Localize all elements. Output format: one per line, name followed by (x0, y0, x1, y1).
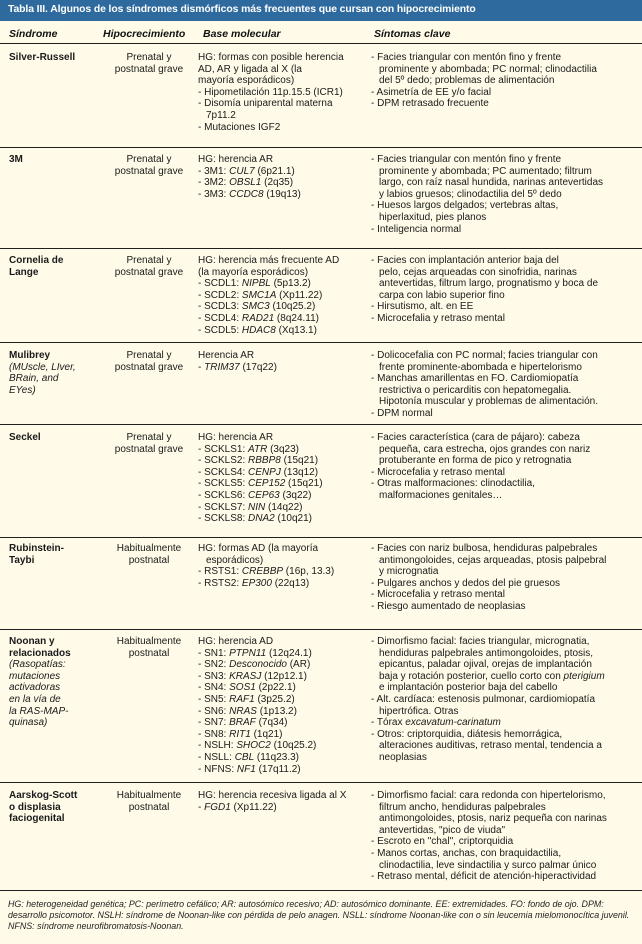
syndrome-name-cell (9, 350, 99, 396)
molecular-line (198, 566, 366, 578)
molecular-line-gene: OBSL1 (229, 177, 262, 189)
symptoms-cell (371, 432, 637, 502)
molecular-line: esporádicos) (206, 554, 264, 566)
molecular-line-prefix: - SCKLS5: (198, 478, 249, 490)
row-divider (0, 629, 642, 630)
molecular-line (198, 752, 366, 764)
molecular-line-locus: (12q24.1) (266, 647, 312, 659)
molecular-line (198, 177, 366, 189)
molecular-line-locus: (11q23.3) (254, 751, 299, 763)
molecular-line (198, 362, 366, 374)
symptom-line-prefix: baja y rotación posterior, cuello corto con (379, 670, 564, 682)
symptom-line: - Inteligencia normal (371, 223, 462, 235)
symptom-line: frente prominente-abombada e hipertelorismo (379, 361, 582, 373)
molecular-line-prefix: - SCKLS1: (198, 443, 249, 455)
molecular-line (198, 740, 366, 752)
symptom-line: pequeña, cara estrecha, ojos grandes con nariz (379, 443, 591, 455)
symptom-line: largo, con raíz nasal hundida, narinas antevertidas (379, 177, 604, 189)
syndrome-name: Mulibrey (9, 350, 51, 361)
growth-cell (103, 350, 195, 373)
molecular-line-prefix: - SN8: (198, 728, 230, 740)
molecular-line-locus: (16p, 13.3) (283, 566, 335, 578)
molecular-line-prefix: - NSLL: (198, 751, 235, 763)
symptom-line: - Riesgo aumentado de neoplasias (371, 600, 526, 612)
symptom-line-gene: excavatum-carinatum (405, 717, 501, 729)
header-sintomas-clave: Síntomas clave (374, 28, 451, 40)
molecular-cell (198, 255, 366, 336)
molecular-line-locus: (10q25.2) (270, 740, 317, 752)
syndrome-subtitle: en la vía de (9, 693, 61, 705)
molecular-line (198, 706, 366, 718)
molecular-line: HG: herencia AR (198, 432, 274, 443)
syndrome-name: Rubinstein- (9, 543, 64, 554)
molecular-line-gene: BRAF (229, 717, 256, 729)
symptom-line: - Retraso mental, déficit de atención-hiperactividad (371, 871, 597, 883)
molecular-line-prefix: - (198, 361, 205, 373)
symptom-line: - DPM retrasado frecuente (371, 98, 489, 110)
molecular-line-gene: RAD21 (241, 312, 275, 324)
molecular-line: HG: formas con posible herencia (198, 52, 344, 63)
molecular-line-gene: CEP152 (248, 478, 286, 490)
symptom-line-gene: pterigium (563, 670, 605, 682)
symptom-line (371, 717, 637, 729)
symptom-line: hendiduras palpebrales antimongoloides, ptosis, (379, 647, 594, 659)
molecular-line: HG: herencia recesiva ligada al X (198, 790, 347, 801)
syndrome-name: Taybi (9, 554, 35, 566)
molecular-line (198, 671, 366, 683)
growth-cell (103, 52, 195, 75)
molecular-line (198, 278, 366, 290)
molecular-line-prefix: - 3M1: (198, 165, 230, 177)
molecular-line-locus: (3p25.2) (254, 693, 295, 705)
molecular-line-locus: (22q13) (271, 577, 310, 589)
molecular-line: 7p11.2 (206, 109, 236, 121)
symptom-line: - Otras malformaciones: clinodactilia, (371, 478, 535, 490)
growth-text: postnatal (128, 801, 170, 813)
symptom-line: - Alt. cardíaca: estenosis pulmonar, cardiomiopatía (371, 693, 596, 705)
molecular-line-gene: RAF1 (229, 693, 255, 705)
molecular-line-gene: DNA2 (248, 513, 275, 525)
molecular-line-gene: SMC1A (241, 289, 277, 301)
molecular-line (198, 444, 366, 456)
molecular-line-prefix: - SCDL3: (198, 301, 242, 313)
symptom-line: antimongoloides, cejas arqueadas, ptosis palpebral (379, 554, 607, 566)
molecular-line (198, 301, 366, 313)
molecular-line (198, 455, 366, 467)
symptom-line-prefix: - Tórax (371, 717, 406, 729)
molecular-line-prefix: - RSTS1: (198, 566, 242, 578)
syndrome-name-cell (9, 636, 99, 729)
syndrome-name: relacionados (9, 647, 71, 659)
molecular-line-prefix: - NFNS: (198, 763, 237, 775)
symptom-line: - Hirsutismo, alt. en EE (371, 301, 474, 313)
molecular-line-gene: NIN (248, 501, 266, 513)
symptom-line: alteraciones auditivas, retraso mental, tendencia a (379, 740, 602, 752)
molecular-line (198, 764, 366, 776)
symptom-line: - Manchas amarillentas en FO. Cardiomiopatía (371, 373, 579, 385)
growth-text: Prenatal y (126, 350, 172, 361)
molecular-line: - Mutaciones IGF2 (198, 121, 281, 133)
symptom-line: - Dimorfismo facial: cara redonda con hipertelorismo, (371, 790, 606, 801)
symptom-line: - Dimorfismo facial: facies triangular, micrognatia, (371, 636, 590, 647)
molecular-line-gene: CCDC8 (229, 188, 264, 200)
molecular-line-locus: (15q21) (285, 478, 323, 490)
symptom-line: prominente y abombada; PC normal; clinodactilia (379, 63, 597, 75)
symptom-line: - Microcefalia y retraso mental (371, 466, 505, 478)
molecular-line-locus: (12p12.1) (261, 670, 307, 682)
molecular-line-gene: CBL (234, 751, 255, 763)
molecular-line-locus: (10q21) (274, 513, 312, 525)
molecular-line-gene: SOS1 (229, 682, 256, 694)
growth-text: postnatal grave (114, 266, 184, 278)
molecular-line-gene: KRASJ (229, 670, 262, 682)
symptom-line: y micrognatia (379, 566, 439, 578)
syndrome-name: Cornelia de (9, 255, 64, 266)
syndrome-subtitle: (MUscle, LIver, (9, 361, 76, 373)
growth-cell (103, 432, 195, 455)
molecular-line-locus: (17q11.2) (255, 763, 301, 775)
molecular-line-prefix: - 3M2: (198, 177, 230, 189)
syndrome-subtitle: activadoras (9, 682, 61, 694)
molecular-line-locus: (6p21.1) (254, 165, 295, 177)
syndrome-subtitle: EYes) (9, 384, 36, 396)
symptom-line: - Facies con implantación anterior baja del (371, 255, 559, 266)
symptom-line: hipertrófica. Otras (379, 705, 459, 717)
growth-text: Prenatal y (126, 154, 172, 165)
molecular-line: HG: herencia más frecuente AD (198, 255, 340, 266)
molecular-cell (198, 636, 366, 775)
symptom-line: clinodactilia, leve sindactilia y surco palmar único (379, 859, 597, 871)
molecular-line: HG: herencia AD (198, 636, 274, 647)
symptom-line: carpa con labio superior fino (379, 289, 505, 301)
growth-text: Prenatal y (126, 52, 172, 63)
symptom-line: filtrum ancho, hendiduras palpebrales (379, 801, 546, 813)
molecular-line-gene: NF1 (236, 763, 256, 775)
molecular-line: mayoría esporádicos) (198, 75, 295, 87)
molecular-line-gene: TRIM37 (204, 361, 240, 373)
growth-text: Habitualmente (116, 543, 182, 554)
growth-text: postnatal (128, 647, 170, 659)
molecular-line-prefix: - 3M3: (198, 188, 230, 200)
molecular-line-prefix: - SCDL1: (198, 278, 242, 290)
symptom-line: neoplasias (379, 751, 427, 763)
symptom-line: - DPM normal (371, 407, 433, 419)
molecular-line: AD, AR y ligada al X (la (198, 63, 302, 75)
syndrome-name: Aarskog-Scott (9, 790, 78, 801)
symptom-line: antevertidas, filtrum largo, prognatismo y boca de (379, 278, 598, 290)
molecular-line-locus: (Xp11.22) (276, 289, 323, 301)
syndrome-name-cell (9, 790, 99, 825)
symptoms-cell (371, 52, 637, 110)
molecular-line: (la mayoría esporádicos) (198, 266, 309, 278)
molecular-line-locus: (5p13.2) (270, 278, 311, 290)
molecular-line-locus: (10q25.2) (269, 301, 316, 313)
molecular-line (198, 467, 366, 479)
molecular-line-gene: SMC3 (241, 301, 270, 313)
molecular-line (198, 659, 366, 671)
symptom-line: hiperlaxitud, pies planos (379, 211, 487, 223)
symptom-line: - Manos cortas, anchas, con braquidactilia, (371, 847, 562, 859)
molecular-cell (198, 790, 366, 813)
molecular-line (198, 694, 366, 706)
symptom-line: y labios gruesos; clinodactilia del 5º dedo (379, 188, 562, 200)
molecular-line: HG: formas AD (la mayoría (198, 543, 319, 554)
molecular-line-gene: SHOC2 (236, 740, 271, 752)
symptom-line: - Facies triangular con mentón fino y frente (371, 52, 562, 63)
symptom-line: - Escroto en "chal", criptorquidia (371, 836, 514, 848)
molecular-line-locus: (19q13) (263, 188, 301, 200)
molecular-line-prefix: - NSLH: (198, 740, 237, 752)
molecular-line-locus: (7q34) (255, 717, 288, 729)
row-divider (0, 342, 642, 343)
syndrome-subtitle: (Rasopatías: (9, 659, 66, 671)
growth-text: postnatal (128, 554, 170, 566)
syndrome-name: Noonan y (9, 636, 55, 647)
symptoms-cell (371, 350, 637, 420)
symptom-line: epicantus, paladar ojival, orejas de implantación (379, 659, 592, 671)
molecular-line-prefix: - SN1: (198, 647, 230, 659)
syndrome-name-cell (9, 543, 99, 566)
header-hipocrecimiento: Hipocrecimiento (103, 28, 186, 40)
growth-cell (103, 636, 195, 659)
molecular-line: - Hipometilación 11p.15.5 (ICR1) (198, 86, 343, 98)
molecular-line-prefix: - (198, 801, 205, 813)
symptom-line: del 5º dedo; problemas de alimentación (379, 75, 555, 87)
molecular-line-gene: ATR (248, 443, 268, 455)
molecular-line: Herencia AR (198, 350, 255, 361)
symptom-line: pelo, cejas arqueadas con sinofridia, narinas (379, 266, 577, 278)
molecular-line (198, 313, 366, 325)
molecular-line (198, 717, 366, 729)
molecular-line-prefix: - SCDL5: (198, 324, 242, 336)
syndrome-subtitle: quinasa) (9, 717, 48, 729)
syndrome-name: 3M (9, 154, 23, 165)
molecular-line-prefix: - SN5: (198, 693, 230, 705)
symptom-line: antimongoloides, ptosis, nariz pequeña con narinas (379, 813, 607, 825)
molecular-line-gene: NIPBL (241, 278, 271, 290)
molecular-line-prefix: - SCKLS2: (198, 455, 249, 467)
symptoms-cell (371, 543, 637, 613)
symptom-line: - Facies característica (cara de pájaro): cabeza (371, 432, 580, 443)
syndrome-name: Seckel (9, 432, 41, 443)
syndrome-name-cell (9, 432, 99, 444)
symptom-line: - Pulgares anchos y dedos del pie gruesos (371, 577, 561, 589)
molecular-line (198, 478, 366, 490)
symptoms-cell (371, 154, 637, 235)
molecular-line-gene: PTPN11 (229, 647, 267, 659)
molecular-cell (198, 543, 366, 589)
growth-cell (103, 154, 195, 177)
molecular-line-prefix: - SN3: (198, 670, 230, 682)
growth-cell (103, 543, 195, 566)
syndrome-name: o displasia (9, 801, 61, 813)
growth-text: Prenatal y (126, 255, 172, 266)
syndrome-subtitle: la RAS-MAP- (9, 705, 69, 717)
molecular-line (198, 325, 366, 337)
molecular-line-gene: CREBBP (241, 566, 284, 578)
syndrome-name: faciogenital (9, 813, 65, 825)
molecular-line-gene: Desconocido (229, 659, 287, 671)
molecular-line-locus: (Xp11.22) (230, 801, 277, 813)
molecular-line-prefix: - SCDL2: (198, 289, 242, 301)
molecular-line-locus: (8q24.11) (274, 312, 319, 324)
symptom-line: - Microcefalia y retraso mental (371, 589, 505, 601)
molecular-line (198, 290, 366, 302)
header-divider (0, 43, 642, 44)
table-title: Tabla III. Algunos de los síndromes dismórficos más frecuentes que cursan con hipocrecimiento (8, 4, 476, 15)
growth-text: postnatal grave (114, 361, 184, 373)
molecular-line-locus: (13q12) (280, 466, 319, 478)
molecular-line-prefix: - SN7: (198, 717, 230, 729)
symptoms-cell (371, 636, 637, 764)
molecular-line-prefix: - SN4: (198, 682, 230, 694)
molecular-line (198, 578, 366, 590)
molecular-line: - Disomía uniparental materna (198, 98, 333, 110)
syndrome-name-cell (9, 255, 99, 278)
molecular-line-prefix: - SN6: (198, 705, 230, 717)
growth-text: Habitualmente (116, 636, 182, 647)
molecular-line-locus: (1p13.2) (256, 705, 297, 717)
table-title-bar (0, 0, 642, 21)
molecular-line-gene: CUL7 (229, 165, 255, 177)
syndrome-name-cell (9, 154, 99, 166)
molecular-line (198, 729, 366, 741)
symptom-line: restrictiva o pericarditis con hepatomegalia. (379, 384, 572, 396)
symptom-line: - Microcefalia y retraso mental (371, 312, 505, 324)
molecular-line (198, 682, 366, 694)
symptom-line: - Facies con nariz bulbosa, hendiduras palpebrales (371, 543, 598, 554)
row-divider (0, 782, 642, 783)
molecular-line-locus: (2p22.1) (255, 682, 296, 694)
symptom-line: - Asimetría de EE y/o facial (371, 86, 492, 98)
table-footnote: HG: heterogeneidad genética; PC: perímetro cefálico; AR: autosómico recesivo; AD: autosómico dominante. EE: extremidades. FO: fondo de ojo. DPM: desarrollo psicomotor. NSLH: síndrome de Noonan-like con pérdida de pelo anagen. NSLL: síndrome Noonan-like con o sin leucemia mielomonocítica juvenil. NFNS: síndrome neurofibromatosis-Noonan. (8, 899, 630, 931)
header-sindrome: Síndrome (9, 28, 58, 40)
symptom-line: protuberante en forma de pico y retrognatia (379, 455, 572, 467)
molecular-line-prefix: - SCDL4: (198, 312, 242, 324)
molecular-line-gene: FGD1 (204, 801, 231, 813)
molecular-line-locus: (17q22) (239, 361, 277, 373)
molecular-line-locus: (3q22) (279, 489, 312, 501)
symptom-line: - Facies triangular con mentón fino y frente (371, 154, 562, 165)
molecular-line-gene: CENPJ (248, 466, 281, 478)
molecular-line-prefix: - SCKLS8: (198, 513, 249, 525)
molecular-cell (198, 350, 366, 373)
molecular-line-locus: (15q21) (280, 455, 319, 467)
syndrome-name: Lange (9, 266, 39, 278)
molecular-line (198, 189, 366, 201)
molecular-line-gene: CEP63 (248, 489, 280, 501)
row-divider (0, 147, 642, 148)
row-divider (0, 424, 642, 425)
molecular-line-locus: (14q22) (265, 501, 303, 513)
molecular-cell (198, 154, 366, 200)
molecular-line-gene: HDAC8 (241, 324, 276, 336)
syndrome-name: Silver-Russell (9, 52, 76, 63)
symptom-line: antevertidas, "pico de viuda" (379, 824, 506, 836)
molecular-line: HG: herencia AR (198, 154, 274, 165)
syndrome-name-cell (9, 52, 99, 64)
row-divider (0, 537, 642, 538)
growth-cell (103, 255, 195, 278)
molecular-line-prefix: - RSTS2: (198, 577, 242, 589)
symptom-line: malformaciones genitales… (379, 489, 503, 501)
molecular-line-prefix: - SCKLS7: (198, 501, 249, 513)
molecular-cell (198, 432, 366, 525)
molecular-line-locus: (2q35) (261, 177, 294, 189)
growth-text: Prenatal y (126, 432, 172, 443)
molecular-line-prefix: - SN2: (198, 659, 230, 671)
growth-text: postnatal grave (114, 63, 184, 75)
molecular-line (198, 502, 366, 514)
row-divider (0, 890, 642, 891)
growth-text: postnatal grave (114, 165, 184, 177)
syndrome-subtitle: BRain, and (9, 373, 59, 385)
symptoms-cell (371, 790, 637, 883)
molecular-line-locus: (Xq13.1) (275, 324, 317, 336)
molecular-line (198, 490, 366, 502)
symptom-line: - Huesos largos delgados; vertebras altas, (371, 200, 559, 212)
molecular-line-gene: EP300 (241, 577, 272, 589)
molecular-line-prefix: - SCKLS4: (198, 466, 249, 478)
symptom-line (371, 671, 637, 683)
molecular-line-locus: (AR) (286, 659, 311, 671)
molecular-line-gene: NRAS (229, 705, 257, 717)
symptom-line: e implantación posterior baja del cabello (379, 682, 558, 694)
molecular-line (198, 513, 366, 525)
row-divider (0, 248, 642, 249)
symptom-line: prominente y abombada; PC aumentado; filtrum (379, 165, 592, 177)
header-base-molecular: Base molecular (203, 28, 281, 40)
molecular-line-gene: RIT1 (229, 728, 251, 740)
molecular-line-prefix: - SCKLS6: (198, 489, 249, 501)
symptom-line: - Otros: criptorquidia, diátesis hemorrágica, (371, 728, 563, 740)
symptom-line: Hipotonía muscular y problemas de alimentación. (379, 396, 598, 408)
growth-cell (103, 790, 195, 813)
molecular-line (198, 166, 366, 178)
molecular-line-locus: (3q23) (267, 443, 299, 455)
molecular-cell (198, 52, 366, 133)
symptom-line: - Dolicocefalia con PC normal; facies triangular con (371, 350, 598, 361)
growth-text: Habitualmente (116, 790, 182, 801)
molecular-line (198, 648, 366, 660)
molecular-line (198, 802, 366, 814)
molecular-line-gene: RBBP8 (248, 455, 281, 467)
symptoms-cell (371, 255, 637, 325)
molecular-line-locus: (1q21) (250, 728, 283, 740)
syndrome-subtitle: mutaciones (9, 670, 61, 682)
growth-text: postnatal grave (114, 443, 184, 455)
